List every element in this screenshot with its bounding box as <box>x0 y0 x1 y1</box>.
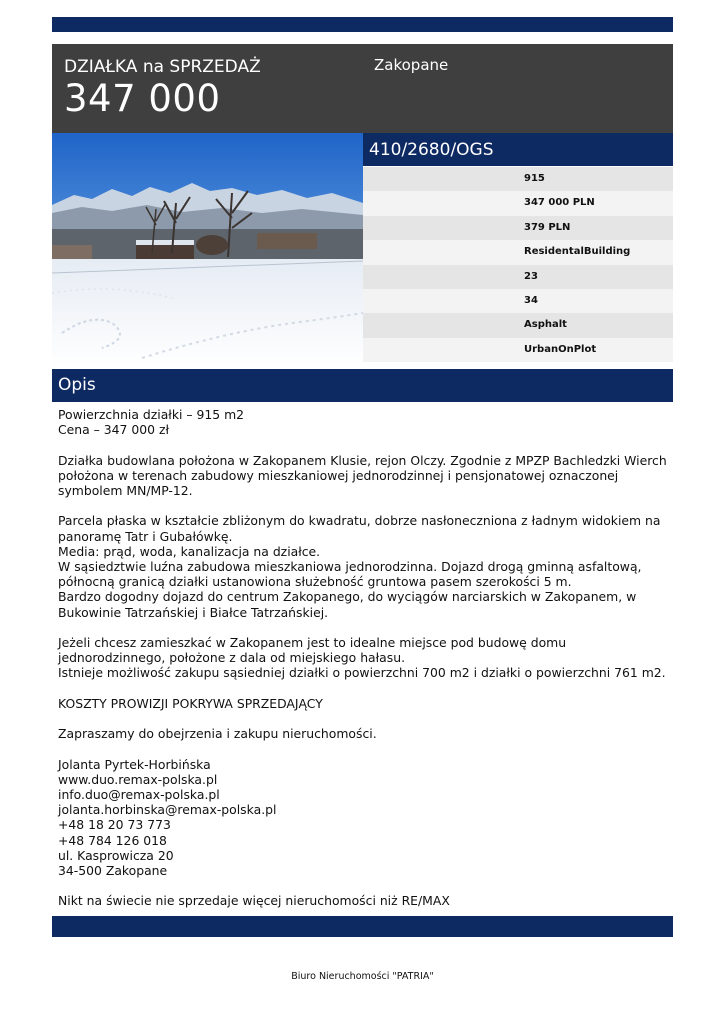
param-row-length: 34 <box>363 289 673 313</box>
description-line: Jeżeli chcesz zamieszkać w Zakopanem jest to idealne miejsce pod budowę domu jednorodzinnego, położone z dala od miejskiego hałasu. <box>58 635 567 666</box>
listing-price: 347 000 <box>64 77 221 120</box>
description-text <box>58 407 668 909</box>
description-gap <box>58 711 668 726</box>
description-line: Działka budowlana położona w Zakopanem Klusie, rejon Olczy. Zgodnie z MPZP Bachledzki Wierch położona w terenach zabudowy mieszkaniowej jednorodzinnej i pensjonatowej oznaczonej symbolem MN/MP-12. <box>58 452 667 498</box>
description-line: W sąsiedztwie luźna zabudowa mieszkaniowa jednorodzinna. Dojazd drogą gminną asfaltową, północną granicą działki ustanowiona służebność gruntowa pasem szerokości 5 m. <box>58 559 642 590</box>
description-gap <box>58 498 668 513</box>
description-gap <box>58 620 668 635</box>
param-row-price-per-m2: 379 PLN <box>363 216 673 240</box>
description-line: jolanta.horbinska@remax-polska.pl <box>58 802 277 818</box>
description-gap <box>58 878 668 893</box>
listing-header <box>52 44 673 133</box>
param-row-price: 347 000 PLN <box>363 191 673 215</box>
description-line: info.duo@remax-polska.pl <box>58 786 220 802</box>
param-row-area: 915 <box>363 167 673 191</box>
description-line: Cena – 347 000 zł <box>58 422 169 438</box>
description-line: Zapraszamy do obejrzenia i zakupu nieruchomości. <box>58 726 377 742</box>
param-row-purpose: ResidentalBuilding <box>363 240 673 264</box>
description-heading: Opis <box>58 375 96 395</box>
description-line: +48 784 126 018 <box>58 832 167 848</box>
property-photo <box>52 133 363 367</box>
reference-number-bar <box>363 133 673 166</box>
description-line: KOSZTY PROWIZJI POKRYWA SPRZEDAJĄCY <box>58 695 323 711</box>
description-line: +48 18 20 73 773 <box>58 817 171 833</box>
description-line: Media: prąd, woda, kanalizacja na działce. <box>58 543 321 559</box>
description-heading-bar <box>52 369 673 402</box>
bottom-bar <box>52 916 673 937</box>
description-line: Bardzo dogodny dojazd do centrum Zakopanego, do wyciągów narciarskich w Zakopanem, w Bukowinie Tatrzańskiej i Białce Tatrzańskiej. <box>58 589 637 620</box>
listing-city: Zakopane <box>374 56 449 74</box>
description-gap <box>58 437 668 452</box>
description-line: Nikt na świecie nie sprzedaje więcej nieruchomości niż RE/MAX <box>58 893 450 909</box>
listing-type: DZIAŁKA na SPRZEDAŻ <box>64 57 261 77</box>
param-row-width: 23 <box>363 265 673 289</box>
description-line: www.duo.remax-polska.pl <box>58 771 218 787</box>
description-line: 34-500 Zakopane <box>58 863 168 878</box>
description-line: Parcela płaska w kształcie zbliżonym do kwadratu, dobrze nasłoneczniona z ładnym widokiem na panoramę Tatr i Gubałówkę. <box>58 513 661 544</box>
param-row-road: Asphalt <box>363 313 673 337</box>
footer-agency: Biuro Nieruchomości "PATRIA" <box>291 971 434 982</box>
param-row-utilities: UrbanOnPlot <box>363 338 673 362</box>
description-line: ul. Kasprowicza 20 <box>58 847 174 863</box>
description-line: Istnieje możliwość zakupu sąsiedniej działki o powierzchni 700 m2 i działki o powierzchni 761 m2. <box>58 665 666 681</box>
reference-number: 410/2680/OGS <box>369 140 494 160</box>
description-gap <box>58 681 668 696</box>
description-line: Powierzchnia działki – 915 m2 <box>58 407 245 422</box>
parameters-table <box>363 167 673 362</box>
description-line: Jolanta Pyrtek-Horbińska <box>58 756 211 772</box>
top-bar <box>52 17 673 32</box>
description-gap <box>58 741 668 756</box>
